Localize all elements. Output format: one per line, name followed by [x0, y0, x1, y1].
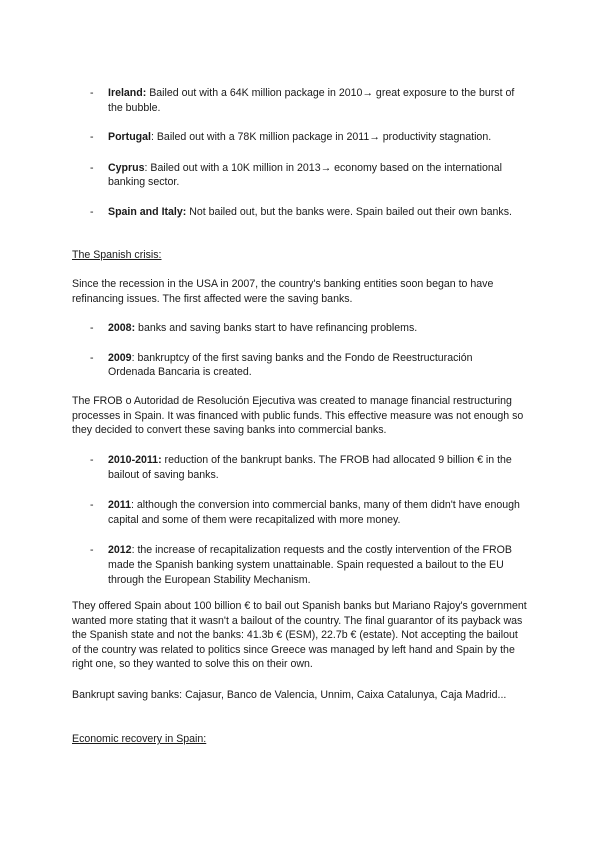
paragraph: Since the recession in the USA in 2007, the country's banking entities soon began to have refinancing issues. The first affected were the saving banks.	[72, 278, 494, 305]
bullet-dash: -	[90, 161, 94, 174]
bullet-dash: -	[90, 131, 94, 144]
paragraph: Bankrupt saving banks: Cajasur, Banco de Valencia, Unnim, Caixa Catalunya, Caja Madrid...	[72, 689, 507, 701]
list-item-text: banks and saving banks start to have refinancing problems.	[135, 322, 418, 334]
bullet-dash: -	[90, 499, 94, 512]
list-item-term: Spain and Italy:	[108, 205, 187, 218]
list-item	[0, 205, 600, 220]
list-item-term: 2011	[108, 499, 131, 512]
list-item-term: 2012	[108, 544, 132, 557]
list-item-text: : bankruptcy of the first saving banks and the Fondo de Reestructuración Ordenada Bancaria is created.	[108, 351, 473, 379]
list-item	[0, 321, 600, 336]
bullet-dash: -	[90, 87, 94, 99]
section-heading: The Spanish crisis:	[72, 249, 162, 261]
list-item	[0, 161, 600, 190]
list-item-text: Not bailed out, but the banks were. Spain bailed out their own banks.	[186, 205, 512, 218]
list-item-text: : Bailed out with a 78K million package in 2011→ productivity stagnation.	[150, 131, 492, 144]
list-item-term: Cyprus	[108, 161, 145, 174]
paragraph: The FROB o Autoridad de Resolución Ejecutiva was created to manage financial restructuring processes in Spain. It was financed with public funds. This effective measure was not enough so they decided to convert these saving banks into commercial banks.	[72, 395, 524, 437]
frob-timeline-list	[0, 453, 600, 587]
list-item-term: 2008:	[108, 322, 136, 334]
list-item-term: 2010-2011:	[108, 454, 162, 466]
bullet-dash: -	[90, 351, 94, 364]
list-item-text: : Bailed out with a 10K million in 2013→ economy based on the international banking sector.	[108, 161, 502, 189]
crisis-timeline-list	[0, 321, 600, 380]
list-item-term: Portugal	[108, 131, 151, 144]
list-item-text: reduction of the bankrupt banks. The FROB had allocated 9 billion € in the bailout of saving banks.	[108, 454, 512, 481]
list-item-text: : the increase of recapitalization requests and the costly intervention of the FROB made the Spanish banking system unattainable. Spain requested a bailout to the EU through the European Stability Mechanism.	[108, 544, 512, 586]
list-item	[0, 453, 600, 482]
section-heading: Economic recovery in Spain:	[72, 733, 207, 745]
bailout-list	[0, 86, 600, 220]
list-item	[0, 498, 600, 527]
list-item-term: 2009	[108, 351, 132, 364]
bullet-dash: -	[90, 322, 94, 334]
bullet-dash: -	[90, 454, 94, 466]
paragraph: They offered Spain about 100 billion € to bail out Spanish banks but Mariano Rajoy's government wanted more stating that it wasn't a bailout of the country. The final guarantor of its payback was the Spanish state and not the banks: 41.3b € (ESM), 22.7b € (estate). Not accepting the bailout of the country was related to politics since Greece was managed by left hand and Spain by the right one, so they wanted to solve this on their own.	[72, 600, 527, 671]
list-item-text: : although the conversion into commercial banks, many of them didn't have enough capital and some of them were recapitalized with more money.	[108, 499, 520, 526]
list-item-text: Bailed out with a 64K million package in 2010→ great exposure to the burst of the bubble.	[108, 87, 515, 114]
list-item-term: Ireland:	[108, 87, 147, 99]
list-item	[0, 130, 600, 145]
list-item	[0, 543, 600, 587]
list-item	[0, 86, 600, 115]
bullet-dash: -	[90, 544, 94, 557]
bullet-dash: -	[90, 205, 94, 218]
list-item	[0, 351, 600, 380]
